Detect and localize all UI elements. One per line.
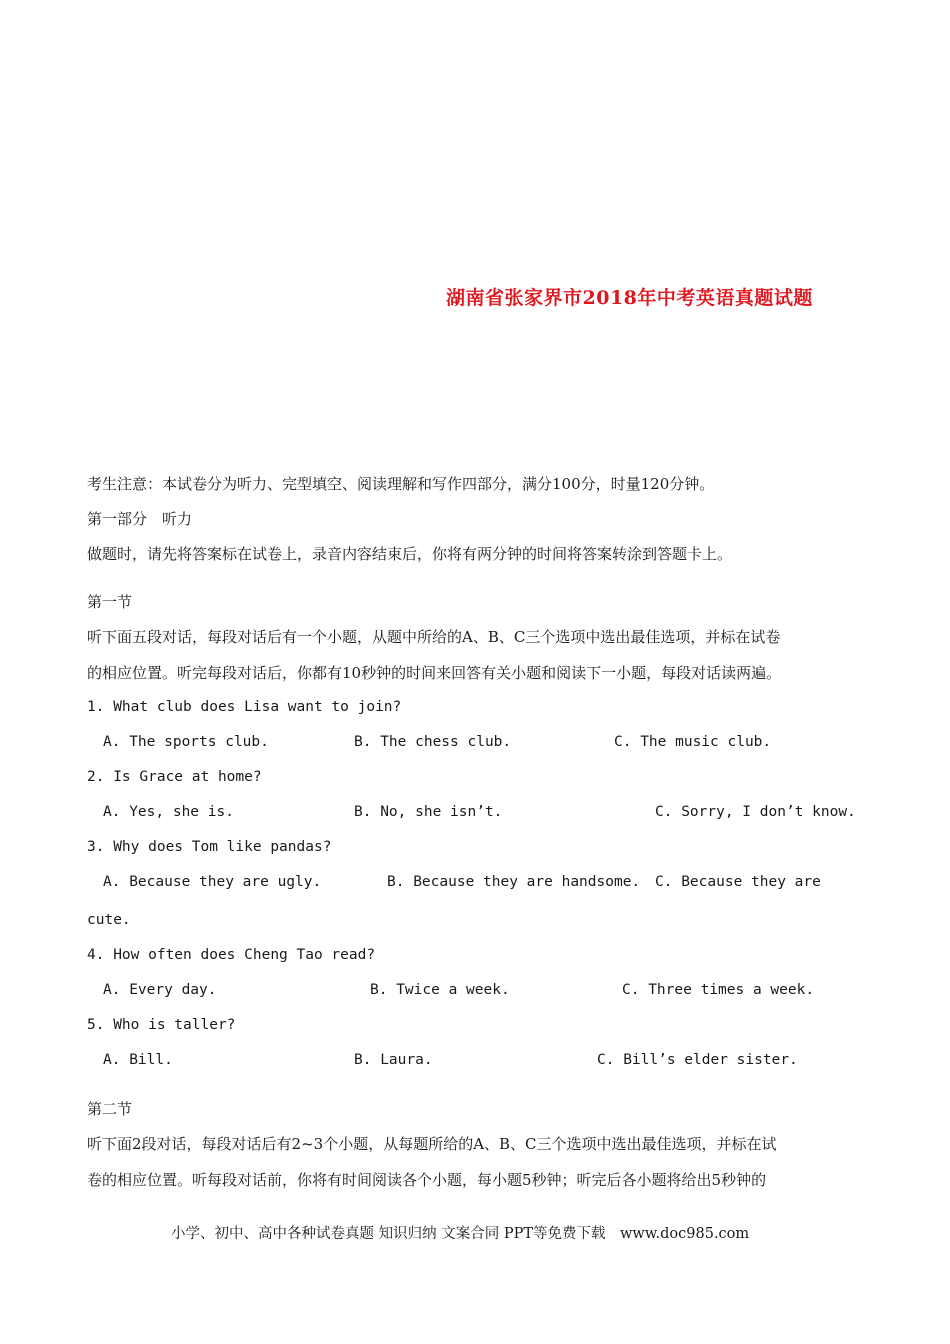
question-1-option-b: B. The chess club. (354, 734, 512, 750)
question-5-option-c: C. Bill’s elder sister. (597, 1052, 798, 1068)
question-3: 3. Why does Tom like pandas? (87, 839, 332, 855)
question-2: 2. Is Grace at home? (87, 769, 262, 785)
section2-instruction-line1: 听下面2段对话，每段对话后有2~3个小题，从每题所给的A、B、C三个选项中选出最佳选项，并标在试 (87, 1135, 777, 1153)
question-1-option-c: C. The music club. (614, 734, 772, 750)
exam-notice: 考生注意：本试卷分为听力、完型填空、阅读理解和写作四部分，满分100分，时量120分钟。 (87, 475, 715, 493)
question-3-option-b: B. Because they are handsome. (387, 874, 641, 890)
question-1-option-a: A. The sports club. (103, 734, 269, 750)
question-2-option-c: C. Sorry, I don’t know. (655, 804, 856, 820)
question-4-option-c: C. Three times a week. (622, 982, 815, 998)
question-5-option-b: B. Laura. (354, 1052, 433, 1068)
section1-instruction-line1: 听下面五段对话，每段对话后有一个小题，从题中所给的A、B、C三个选项中选出最佳选项，并标在试卷 (87, 628, 781, 646)
question-3-option-a: A. Because they are ugly. (103, 874, 322, 890)
question-4-option-a: A. Every day. (103, 982, 217, 998)
question-5: 5. Who is taller? (87, 1017, 236, 1033)
section1-instruction-line2: 的相应位置。听完每段对话后，你都有10秒钟的时间来回答有关小题和阅读下一小题，每段对话读两遍。 (87, 664, 782, 682)
question-3-option-c: C. Because they are (655, 874, 821, 890)
section2-instruction-line2: 卷的相应位置。听每段对话前，你将有时间阅读各个小题，每小题5秒钟；听完后各小题将给出5秒钟的 (87, 1171, 767, 1189)
page-footer: 小学、初中、高中各种试卷真题 知识归纳 文案合同 PPT等免费下载 www.doc985.com (171, 1226, 750, 1242)
page-title: 湖南省张家界市2018年中考英语真题试题 (446, 287, 813, 309)
part1-instruction: 做题时，请先将答案标在试卷上，录音内容结束后，你将有两分钟的时间将答案转涂到答题卡上。 (87, 545, 733, 563)
section1-heading: 第一节 (87, 593, 133, 611)
question-5-option-a: A. Bill. (103, 1052, 173, 1068)
question-2-option-a: A. Yes, she is. (103, 804, 234, 820)
question-2-option-b: B. No, she isn’t. (354, 804, 503, 820)
question-1: 1. What club does Lisa want to join? (87, 699, 402, 715)
section2-heading: 第二节 (87, 1100, 133, 1118)
question-3-option-c-continued: cute. (87, 912, 131, 928)
question-4-option-b: B. Twice a week. (370, 982, 510, 998)
part1-heading: 第一部分 听力 (87, 510, 193, 528)
question-4: 4. How often does Cheng Tao read? (87, 947, 376, 963)
